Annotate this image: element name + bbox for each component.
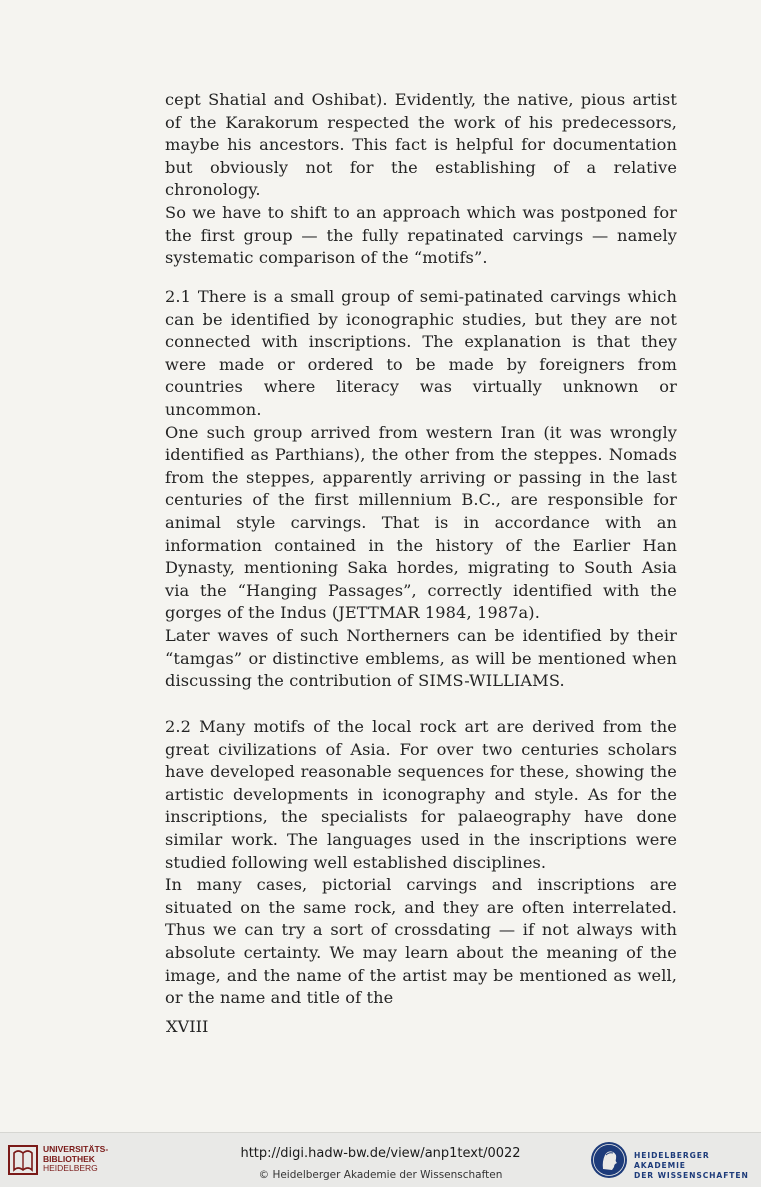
library-name-line: HEIDELBERG: [43, 1163, 98, 1173]
academy-name[interactable]: [634, 1151, 761, 1181]
paragraph: 2.1 There is a small group of semi-patinated carvings which can be identified by iconographic studies, but they are not connected with inscriptions. The explanation is that they were made or ordered to be made by foreigners from countries where literacy was virtually unknown or uncommon.: [165, 287, 677, 419]
paragraph: cept Shatial and Oshibat). Evidently, the native, pious artist of the Karakorum respected the work of his predecessors, maybe his ancestors. This fact is helpful for documentation but obviously not for the establishing of a relative chronology.: [165, 90, 677, 200]
text-block-section-2-1: [165, 286, 677, 693]
paragraph: One such group arrived from western Iran (it was wrongly identified as Parthians), the other from the steppes. Nomads from the steppes, apparently arriving or passing in the last centuries of the first millennium B.C., are responsible for animal style carvings. That is in accordance with an information contained in the history of the Earlier Han Dynasty, mentioning Saka hordes, migrating to South Asia via the “Hanging Passages”, correctly identified with the gorges of the Indus (JETTMAR 1984, 1987a).: [165, 422, 677, 623]
page-number: XVIII: [166, 1017, 209, 1036]
academy-name-line: DER WISSENSCHAFTEN: [634, 1171, 749, 1180]
copyright-notice: © Heidelberger Akademie der Wissenschaften: [258, 1169, 503, 1181]
paragraph: In many cases, pictorial carvings and inscriptions are situated on the same rock, and they are often interrelated. Thus we can try a sort of crossdating — if not always with absolute certainty. We may learn about the meaning of the image, and the name of the artist may be mentioned as well, or the name and title of the: [165, 875, 677, 1008]
academy-medallion-logo-icon[interactable]: [590, 1141, 628, 1179]
library-name-line: BIBLIOTHEK: [43, 1153, 95, 1164]
paragraph: Later waves of such Northerners can be identified by their “tamgas” or distinctive emblems, as will be mentioned when discussing the contribution of SIMS-WILLIAMS.: [165, 625, 677, 691]
permalink-url[interactable]: http://digi.hadw-bw.de/view/anp1text/0022: [240, 1146, 521, 1161]
viewer-footer: [0, 1132, 761, 1187]
paragraph: 2.2 Many motifs of the local rock art are derived from the great civilizations of Asia. For over two centuries scholars have developed reasonable sequences for these, showing the artistic developments in iconography and style. As for the inscriptions, the specialists for palaeography have done similar work. The languages used in the inscriptions were studied following well established disciplines.: [165, 717, 677, 872]
library-name-line: UNIVERSITÄTS-: [43, 1144, 109, 1154]
paragraph: So we have to shift to an approach which was postponed for the first group — the fully repatinated carvings — namely systematic comparison of the “motifs”.: [165, 202, 677, 268]
text-block-intro: [165, 89, 677, 270]
academy-name-line: HEIDELBERGER AKADEMIE: [634, 1151, 710, 1170]
text-block-section-2-2: [165, 716, 677, 1010]
